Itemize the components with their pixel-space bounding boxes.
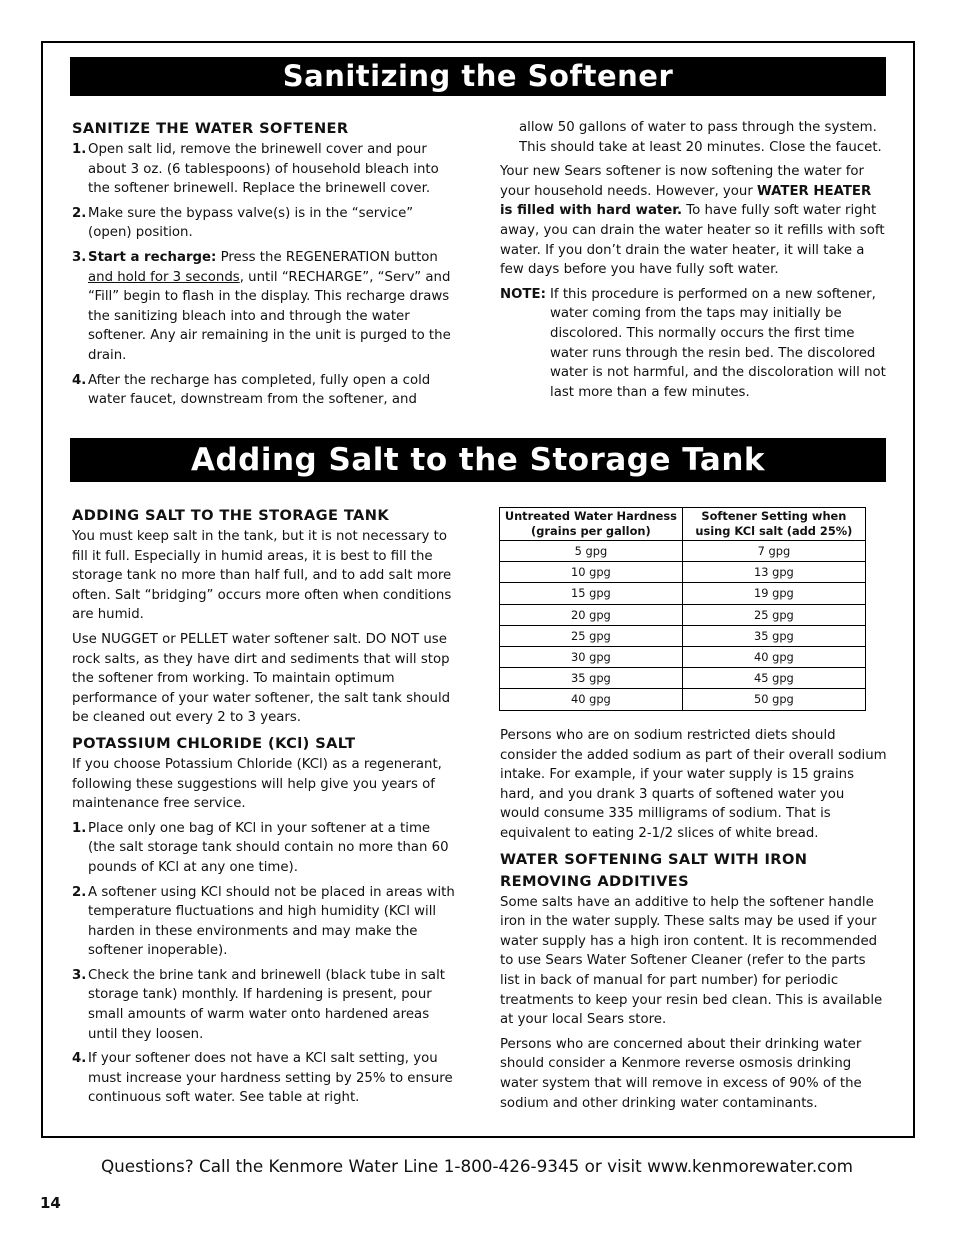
table-row: [500, 625, 866, 646]
list-item: [72, 204, 458, 243]
table-cell: 20 gpg: [500, 604, 683, 625]
section-banner-adding-salt: Adding Salt to the Storage Tank: [70, 438, 886, 482]
table-row: [500, 541, 866, 562]
table-row: [500, 562, 866, 583]
item-text: After the recharge has completed, fully open a cold water faucet, downstream from the softener, and: [88, 372, 431, 408]
item-number: 4.: [72, 1051, 87, 1067]
table-cell: 35 gpg: [500, 668, 683, 689]
paragraph: You must keep salt in the tank, but it is not necessary to fill it full. Especially in humid areas, it is best to fill the storage tank no more than half full, and to add salt more often. Salt “bridging” occurs more often when conditions are humid.: [72, 529, 452, 623]
item-text: , until “RECHARGE”, “Serv” and “Fill” begin to flash in the display. This recharge draws the sanitizing bleach into and through the water softener. Any air remaining in the unit is purged to the drain.: [88, 269, 451, 363]
paragraph: Use NUGGET or PELLET water softener salt. DO NOT use rock salts, as they have dirt and sediments that will stop the softener from working. To maintain optimum performance of your water softener, the salt tank should be cleaned out every 2 to 3 years.: [72, 631, 451, 726]
paragraph-text: To have fully soft water right away, you can drain the water heater so it refills with soft water. If you don’t drain the water heater, it will take a few days before you have fully soft water.: [500, 203, 885, 278]
list-item: [72, 883, 458, 961]
item-number: 1.: [72, 820, 87, 836]
list-item: [72, 140, 458, 199]
item-text: Place only one bag of KCl in your softener at a time (the salt storage tank should contain no more than 60 pounds of KCl at any one time).: [88, 820, 449, 875]
item-text: Press the REGENERATION button: [216, 249, 438, 265]
list-item: [72, 966, 458, 1044]
table-row: [500, 583, 866, 604]
table-header-cell: Softener Setting when using KCl salt (add 25%): [682, 508, 865, 541]
footer-contact-line: Questions? Call the Kenmore Water Line 1-800-426-9345 or visit www.kenmorewater.com: [100, 1156, 854, 1176]
list-item: [72, 819, 458, 878]
step-continuation: allow 50 gallons of water to pass through the system. This should take at least 20 minutes. Close the faucet.: [519, 120, 882, 155]
note-text: If this procedure is performed on a new softener, water coming from the taps may initially be discolored. This normally occurs the first time water runs through the resin bed. The discolored water is not harmful, and the discoloration will not last more than a few minutes.: [550, 286, 886, 400]
paragraph: Some salts have an additive to help the softener handle iron in the water supply. These salts may be used if your water supply has a high iron content. It is recommended to use Sears Water Softener Cleaner (refer to the parts list in back of manual for part number) for periodic treatments to keep your resin bed clean. This is available at your local Sears store.: [500, 894, 883, 1028]
item-number: 3.: [72, 249, 87, 265]
item-text: A softener using KCl should not be placed in areas with temperature fluctuations and high humidity (KCl will harden in these environments and may make the softener inoperable).: [88, 884, 455, 959]
section-heading: WATER SOFTENING SALT WITH IRON REMOVING ADDITIVES: [500, 850, 808, 890]
item-number: 1.: [72, 142, 87, 157]
table-cell: 45 gpg: [682, 668, 865, 689]
table-header-cell: Untreated Water Hardness (grains per gallon): [500, 508, 683, 541]
table-cell: 7 gpg: [682, 541, 865, 562]
paragraph-bold-text: WATER HEATER is filled with hard water.: [500, 183, 872, 219]
list-item: [72, 1049, 458, 1108]
item-text: Check the brine tank and brinewell (black tube in salt storage tank) monthly. If hardening is present, pour small amounts of warm water onto hardened areas until they loosen.: [88, 967, 445, 1042]
table-cell: 5 gpg: [500, 541, 683, 562]
section-heading: SANITIZE THE WATER SOFTENER: [72, 120, 349, 137]
sanitize-left-column: [72, 118, 458, 415]
table-row: [500, 668, 866, 689]
note-label: NOTE:: [500, 286, 546, 302]
sanitize-right-column: [500, 118, 888, 402]
table-cell: 25 gpg: [682, 604, 865, 625]
table-cell: 25 gpg: [500, 625, 683, 646]
table-cell: 50 gpg: [682, 689, 865, 710]
section-heading: ADDING SALT TO THE STORAGE TANK: [72, 507, 390, 524]
paragraph: Persons who are on sodium restricted diets should consider the added sodium as part of their overall sodium intake. For example, if your water supply is 15 grains hard, and you drank 3 quarts of softened water you would consume 335 milligrams of sodium. That is equivalent to eating 2-1/2 slices of white bread.: [500, 728, 887, 841]
item-number: 4.: [72, 372, 87, 388]
item-lead: Start a recharge:: [88, 249, 217, 265]
table-cell: 19 gpg: [682, 583, 865, 604]
salt-right-column: [500, 726, 888, 1118]
note: [500, 285, 888, 403]
item-text: Make sure the bypass valve(s) is in the “service” (open) position.: [88, 205, 414, 241]
item-underlined-text: and hold for 3 seconds: [88, 269, 240, 285]
table-cell: 15 gpg: [500, 583, 683, 604]
table-header-row: [500, 508, 866, 541]
section-heading: POTASSIUM CHLORIDE (KCl) SALT: [72, 734, 356, 752]
table-cell: 40 gpg: [500, 689, 683, 710]
item-text: Open salt lid, remove the brinewell cover and pour about 3 oz. (6 tablespoons) of household bleach into the softener brinewell. Replace the brinewell cover.: [88, 142, 439, 197]
table-row: [500, 689, 866, 710]
kcl-hardness-table: [499, 507, 866, 711]
salt-left-column: [72, 505, 458, 1113]
paragraph: [500, 162, 888, 280]
item-number: 2.: [72, 884, 87, 900]
table-row: [500, 646, 866, 667]
table-cell: 35 gpg: [682, 625, 865, 646]
table-row: [500, 604, 866, 625]
table-cell: 10 gpg: [500, 562, 683, 583]
item-number: 2.: [72, 205, 87, 221]
list-item: [72, 248, 458, 366]
page-number: 14: [40, 1194, 61, 1212]
item-number: 3.: [72, 967, 87, 983]
list-item: [72, 371, 458, 410]
item-text: If your softener does not have a KCl salt setting, you must increase your hardness setting by 25% to ensure continuous soft water. See table at right.: [88, 1051, 453, 1106]
paragraph-text: Your new Sears softener is now softening the water for your household needs. However, your: [500, 164, 864, 199]
table-cell: 30 gpg: [500, 646, 683, 667]
paragraph: If you choose Potassium Chloride (KCl) as a regenerant, following these suggestions will help give you years of maintenance free service.: [72, 756, 442, 812]
paragraph: Persons who are concerned about their drinking water should consider a Kenmore reverse osmosis drinking water system that will remove in excess of 90% of the sodium and other drinking water contaminants.: [500, 1036, 862, 1111]
section-banner-sanitizing: Sanitizing the Softener: [70, 57, 886, 96]
table-cell: 40 gpg: [682, 646, 865, 667]
table-cell: 13 gpg: [682, 562, 865, 583]
